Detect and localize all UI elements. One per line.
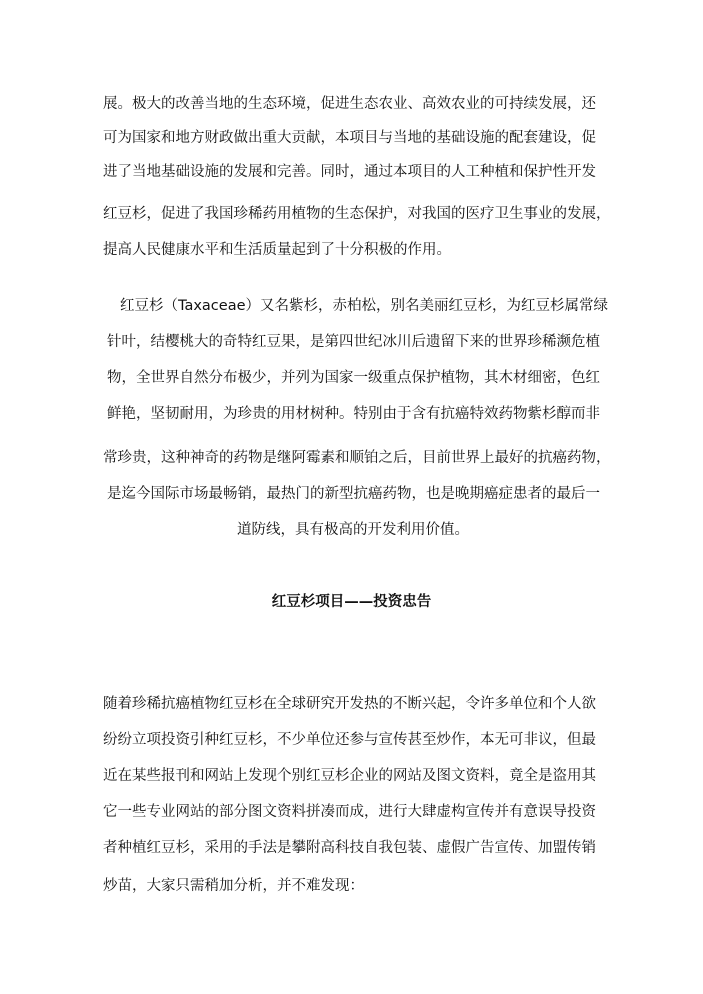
paragraph-3-line: 者种植红豆杉，采用的手法是攀附高科技自我包装、虚假广告宣传、加盟传销 [103, 840, 596, 856]
paragraph-1-line: 进了当地基础设施的发展和完善。同时，通过本项目的人工种植和保护性开发 [103, 164, 596, 180]
paragraph-2-line: 红豆杉（Taxaceae）又名紫杉，赤柏松，别名美丽红豆杉，为红豆杉属常绿 [120, 298, 609, 314]
paragraph-2-line: 鲜艳，坚韧耐用，为珍贵的用材树种。特别由于含有抗癌特效药物紫杉醇而非 [107, 406, 600, 422]
paragraph-3-line: 随着珍稀抗癌植物红豆杉在全球研究开发热的不断兴起，令许多单位和个人欲 [103, 696, 596, 712]
paragraph-2-line: 是迄今国际市场最畅销，最热门的新型抗癌药物，也是晚期癌症患者的最后一 [107, 486, 600, 502]
paragraph-3-line: 它一些专业网站的部分图文资料拼凑而成，进行大肆虚构宣传并有意误导投资 [103, 804, 596, 820]
paragraph-1-line: 可为国家和地方财政做出重大贡献，本项目与当地的基础设施的配套建设，促 [103, 130, 596, 146]
paragraph-3-line: 炒苗，大家只需稍加分析，并不难发现： [103, 878, 364, 894]
section-title: 红豆杉项目——投资忠告 [271, 594, 432, 611]
paragraph-3-line: 近在某些报刊和网站上发现个别红豆杉企业的网站及图文资料，竟全是盗用其 [103, 768, 596, 784]
paragraph-2-line: 常珍贵，这种神奇的药物是继阿霉素和顺铂之后，目前世界上最好的抗癌药物， [103, 450, 611, 466]
paragraph-2-line: 道防线，具有极高的开发利用价值。 [237, 522, 469, 538]
paragraph-2-line: 物，全世界自然分布极少，并列为国家一级重点保护植物，其木材细密，色红 [107, 370, 600, 386]
paragraph-1-line: 提高人民健康水平和生活质量起到了十分积极的作用。 [103, 242, 451, 258]
paragraph-2-line: 针叶，结樱桃大的奇特红豆果，是第四世纪冰川后遗留下来的世界珍稀濒危植 [107, 334, 600, 350]
paragraph-1-line: 红豆杉，促进了我国珍稀药用植物的生态保护，对我国的医疗卫生事业的发展， [103, 206, 611, 222]
paragraph-3-line: 纷纷立项投资引种红豆杉，不少单位还参与宣传甚至炒作，本无可非议，但最 [103, 732, 596, 748]
paragraph-1-line: 展。极大的改善当地的生态环境，促进生态农业、高效农业的可持续发展，还 [103, 96, 596, 112]
